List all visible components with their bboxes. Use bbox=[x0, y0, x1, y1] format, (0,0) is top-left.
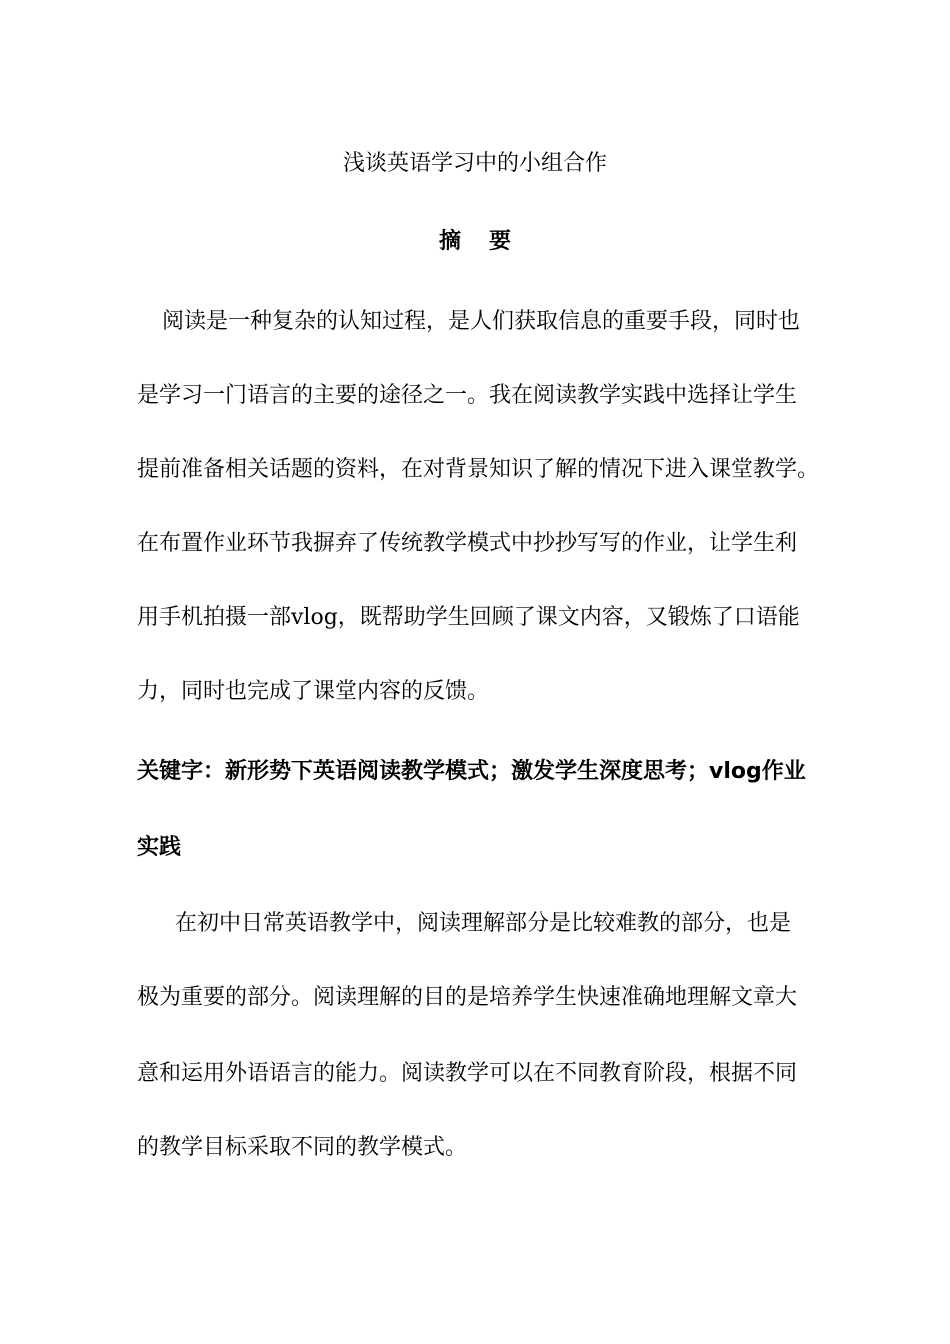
abstract-line-5: 用手机拍摄一部vlog，既帮助学生回顾了课文内容，又锻炼了口语能 bbox=[137, 605, 800, 630]
abstract-line-4: 在布置作业环节我摒弃了传统教学模式中抄抄写写的作业，让学生利 bbox=[137, 531, 798, 556]
abstract-heading: 摘要 bbox=[438, 229, 539, 254]
abstract-line-1: 阅读是一种复杂的认知过程，是人们获取信息的重要手段，同时也 bbox=[162, 309, 801, 334]
abstract-line-3: 提前准备相关话题的资料，在对背景知识了解的情况下进入课堂教学。 bbox=[137, 457, 820, 482]
abstract-line-6: 力，同时也完成了课堂内容的反馈。 bbox=[137, 679, 490, 704]
keywords-line-2: 实践 bbox=[137, 835, 182, 860]
body-line-1: 在初中日常英语教学中，阅读理解部分是比较难教的部分，也是 bbox=[175, 911, 792, 936]
body-line-3: 意和运用外语语言的能力。阅读教学可以在不同教育阶段，根据不同 bbox=[137, 1061, 798, 1086]
abstract-line-2: 是学习一门语言的主要的途径之一。我在阅读教学实践中选择让学生 bbox=[137, 383, 798, 408]
keywords-line-1: 关键字：新形势下英语阅读教学模式；激发学生深度思考；vlog作业 bbox=[137, 759, 806, 784]
body-line-4: 的教学目标采取不同的教学模式。 bbox=[137, 1135, 468, 1160]
body-line-2: 极为重要的部分。阅读理解的目的是培养学生快速准确地理解文章大 bbox=[137, 985, 798, 1010]
document-title: 浅谈英语学习中的小组合作 bbox=[342, 151, 607, 176]
